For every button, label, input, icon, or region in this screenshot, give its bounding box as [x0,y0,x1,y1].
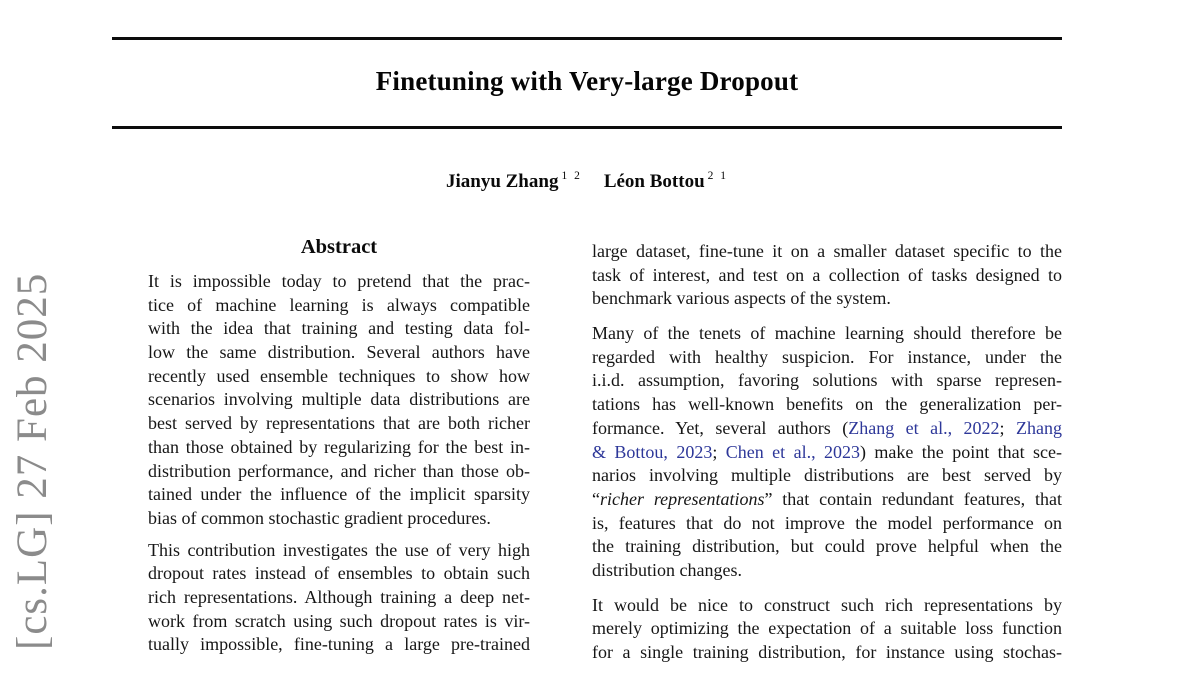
text-line [148,483,530,507]
abstract-heading: Abstract [300,236,378,258]
citation-link[interactable]: & Bottou, 2023 [592,441,713,462]
text-segment: ; [999,417,1016,438]
text-segment: large dataset, fine-tune it on a smaller dataset specific to the [592,241,1062,261]
text-segment: dropout rates instead of ensembles to obtain such [148,563,530,584]
abstract-paragraphs [148,270,530,657]
text-line [592,369,1062,393]
text-line [148,633,530,657]
text-segment: tations has well-known benefits on the generalization per- [592,394,1062,415]
text-segment: tained under the influence of the implicit sparsity [148,484,530,505]
text-segment: regarded with healthy suspicion. For instance, under the [592,346,1062,367]
text-line [148,586,530,610]
citation-link[interactable]: Zhang et al., 2022 [848,417,1000,438]
text-line [592,594,1062,618]
text-segment: formance. Yet, several authors ( [592,417,849,438]
text-segment: “ [592,488,600,509]
text-line [592,488,1062,512]
text-segment: benchmark various aspects of the system. [592,288,891,309]
text-line [592,287,1062,311]
text-segment: rich representations. Although training a deep net- [148,586,530,607]
author-1-affiliations: 1 2 [561,169,582,182]
author-2 [604,171,728,193]
text-line [148,610,530,634]
text-line [148,507,530,531]
text-segment: This contribution investigates the use of very high [148,539,530,560]
text-segment: scenarios involving multiple data distributions are [148,389,530,410]
paragraph [148,270,530,531]
text-segment: with the idea that training and testing data fol- [148,318,530,339]
text-segment: Many of the tenets of machine learning should therefore be [592,323,1062,344]
text-segment: distribution performance, and richer than those ob- [148,460,530,481]
text-line [592,346,1062,370]
text-segment: i.i.d. assumption, favoring solutions with sparse represen- [592,370,1062,391]
text-line [592,535,1062,559]
text-line [592,512,1062,536]
author-1 [446,171,582,193]
text-line [592,322,1062,346]
intro-column [592,240,1062,676]
text-segment: narios involving multiple distributions are best served by [592,465,1062,486]
text-line [592,559,1062,583]
text-segment: ) make the point that sce- [859,441,1062,462]
paragraph [148,539,530,657]
paragraph [592,240,1062,311]
text-line [148,562,530,586]
text-line [148,539,530,563]
text-segment: is, features that do not improve the model performance on [592,512,1062,533]
text-segment: recently used ensemble techniques to show how [148,365,530,386]
text-segment: It would be nice to construct such rich representations by [592,594,1062,615]
text-segment: ; [712,441,726,462]
text-line [592,641,1062,665]
citation-link[interactable]: Zhang [1016,417,1062,438]
text-line [148,436,530,460]
abstract-column [148,236,530,665]
text-segment: best served by representations that are both richer [148,413,530,434]
author-1-name: Jianyu Zhang [445,171,559,192]
author-2-affiliations: 2 1 [707,169,729,182]
text-line [592,240,1062,264]
text-line [592,264,1062,288]
text-segment: ” that contain redundant features, that [764,488,1062,509]
text-segment: for a single training distribution, for instance using stochas- [592,642,1062,662]
text-segment: than those obtained by regularizing for the best in- [148,436,530,457]
text-line [148,412,530,436]
text-segment: It is impossible today to pretend that the prac- [148,271,530,291]
mid-rule [112,126,1062,129]
text-line [148,460,530,484]
text-segment: the training distribution, but could prove helpful when the [592,536,1062,557]
text-segment: work from scratch using such dropout rates is vir- [148,610,530,631]
text-segment: tually impossible, fine-tuning a large pre-trained [148,634,530,655]
text-line [148,341,530,365]
intro-paragraphs [592,240,1062,665]
text-line [592,441,1062,465]
authors-line [112,171,1062,193]
text-line [148,317,530,341]
text-line [148,388,530,412]
text-line [148,365,530,389]
paper-title: Finetuning with Very-large Dropout [375,66,799,96]
text-segment: merely optimizing the expectation of a suitable loss function [592,618,1062,639]
arxiv-watermark: [cs.LG] 27 Feb 2025 [9,272,56,650]
text-segment: tice of machine learning is always compatible [148,294,530,315]
text-line [592,393,1062,417]
text-segment: bias of common stochastic gradient procedures. [148,507,491,528]
paragraph [592,594,1062,665]
text-line [592,617,1062,641]
text-segment: distribution changes. [592,559,742,580]
emphasis-text: richer representations [600,488,765,509]
paragraph [592,322,1062,583]
top-rule [112,37,1062,40]
text-segment: low the same distribution. Several authors have [148,342,530,363]
text-line [592,464,1062,488]
text-segment: task of interest, and test on a collection of tasks designed to [592,264,1062,285]
text-line [148,270,530,294]
text-line [148,294,530,318]
citation-link[interactable]: Chen et al., 2023 [725,441,860,462]
author-2-name: Léon Bottou [603,171,705,192]
text-line [592,417,1062,441]
